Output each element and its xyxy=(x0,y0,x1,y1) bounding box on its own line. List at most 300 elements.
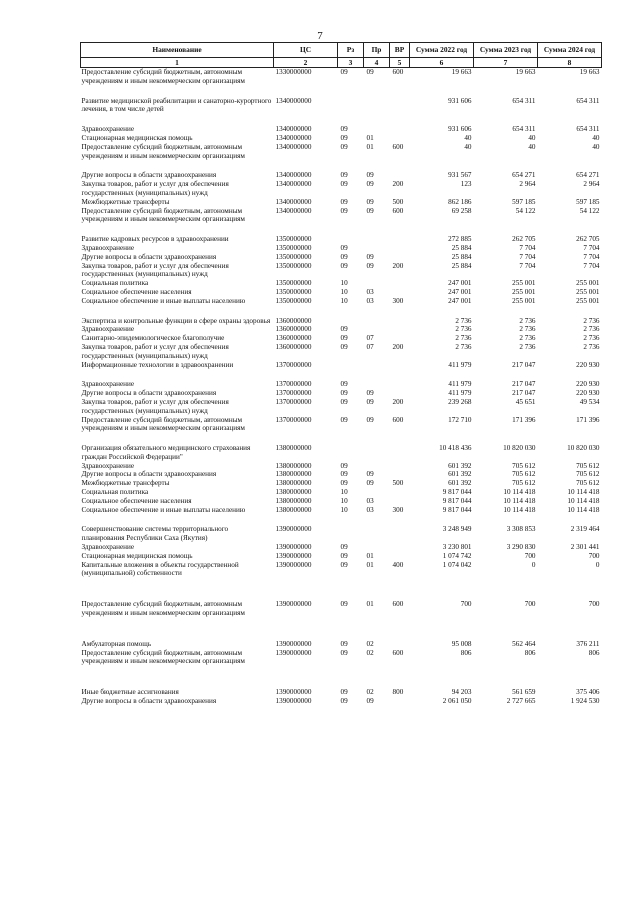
header-rz: Рз xyxy=(338,43,364,58)
row-sum-2023: 19 663 xyxy=(515,68,536,76)
row-target-code: 1350000000 xyxy=(275,287,312,296)
row-target-code: 1360000000 xyxy=(275,316,312,325)
row-sum-2022: 931 606 xyxy=(448,125,472,134)
row-section: 09 xyxy=(340,325,348,334)
row-subsection: 01 xyxy=(366,133,374,142)
row-subsection: 09 xyxy=(366,397,374,406)
row-subsection xyxy=(364,125,390,134)
row-name: Закупка товаров, работ и услуг для обеспечения государственных (муниципальных) нужд xyxy=(81,342,229,360)
column-number: 6 xyxy=(410,58,474,68)
row-sum-2024: 654 271 xyxy=(576,171,600,180)
row-subsection: 02 xyxy=(366,648,374,657)
row-subsection: 09 xyxy=(366,197,374,206)
row-expense-type: 800 xyxy=(392,688,404,697)
row-expense-type: 300 xyxy=(392,296,404,305)
row-target-code: 1360000000 xyxy=(275,325,312,334)
row-target-code: 1340000000 xyxy=(275,171,312,180)
row-expense-type: 600 xyxy=(392,415,404,424)
row-expense-type xyxy=(390,317,410,326)
row-subsection: 02 xyxy=(366,688,374,697)
row-section: 09 xyxy=(340,252,348,261)
row-section: 09 xyxy=(340,125,348,134)
row-sum-2022: 2 736 xyxy=(455,334,472,343)
row-name: Другие вопросы в области здравоохранения xyxy=(81,171,217,180)
row-target-code: 1350000000 xyxy=(275,252,312,261)
spacer-cell xyxy=(81,578,602,589)
row-section xyxy=(338,361,364,370)
row-name: Другие вопросы в области здравоохранения xyxy=(81,470,217,479)
row-expense-type xyxy=(390,235,410,244)
row-sum-2022: 2 736 xyxy=(455,325,472,334)
row-target-code: 1350000000 xyxy=(275,279,312,288)
row-section: 10 xyxy=(340,279,348,288)
row-name: Другие вопросы в области здравоохранения xyxy=(81,252,217,261)
row-target-code: 1390000000 xyxy=(275,560,312,569)
row-subsection: 01 xyxy=(366,560,374,569)
row-sum-2022: 247 001 xyxy=(448,279,472,288)
row-subsection: 01 xyxy=(366,600,374,609)
row-subsection: 02 xyxy=(366,639,374,648)
row-section: 09 xyxy=(340,600,348,609)
row-section: 09 xyxy=(340,261,348,270)
row-subsection: 01 xyxy=(366,142,374,151)
table-row xyxy=(81,600,602,618)
row-sum-2024: 10 114 418 xyxy=(567,505,600,514)
row-sum-2022: 806 xyxy=(460,648,472,657)
row-name: Предоставление субсидий бюджетным, автономным учреждениям и иным некоммерческим организациям xyxy=(81,68,245,85)
row-section xyxy=(338,444,364,462)
row-expense-type xyxy=(390,462,410,471)
row-sum-2022: 9 817 044 xyxy=(442,488,472,497)
table-row xyxy=(81,97,602,115)
row-expense-type xyxy=(390,697,410,706)
row-sum-2023: 2 736 xyxy=(519,316,536,325)
table-row xyxy=(81,561,602,579)
column-number: 8 xyxy=(538,58,602,68)
row-expense-type xyxy=(390,470,410,479)
row-name: Стационарная медицинская помощь xyxy=(81,551,193,560)
row-section: 09 xyxy=(340,639,348,648)
row-name: Социальное обеспечение и иные выплаты населению xyxy=(81,505,246,514)
row-name: Здравоохранение xyxy=(81,243,135,252)
row-name: Закупка товаров, работ и услуг для обеспечения государственных (муниципальных) нужд xyxy=(81,397,229,415)
spacer-cell xyxy=(81,629,602,640)
row-target-code: 1340000000 xyxy=(275,142,312,151)
row-name: Развитие кадровых ресурсов в здравоохранении xyxy=(81,235,229,244)
column-number-row xyxy=(81,58,602,68)
row-sum-2023: 10 114 418 xyxy=(503,505,536,514)
row-expense-type: 200 xyxy=(392,342,404,351)
spacer-cell xyxy=(81,589,602,600)
spacer-row xyxy=(81,589,602,600)
table-row xyxy=(81,317,602,326)
row-target-code: 1390000000 xyxy=(275,688,312,697)
row-sum-2022: 25 884 xyxy=(451,252,472,261)
row-name: Межбюджетные трансферты xyxy=(81,479,170,488)
table-row xyxy=(81,325,602,334)
row-sum-2023: 3 308 853 xyxy=(506,525,536,534)
row-name: Санитарно-эпидемиологическое благополучие xyxy=(81,334,225,343)
row-target-code: 1340000000 xyxy=(275,180,312,189)
row-sum-2024: 40 xyxy=(592,142,600,151)
table-row xyxy=(81,640,602,649)
row-expense-type: 600 xyxy=(392,68,404,76)
row-expense-type: 200 xyxy=(392,397,404,406)
row-sum-2022: 19 663 xyxy=(451,68,472,76)
row-sum-2023: 54 122 xyxy=(515,206,536,215)
header-row xyxy=(81,43,602,58)
row-subsection: 07 xyxy=(366,334,374,343)
spacer-cell xyxy=(81,160,602,171)
row-section: 09 xyxy=(340,142,348,151)
row-target-code: 1350000000 xyxy=(275,296,312,305)
spacer-cell xyxy=(81,666,602,677)
row-section: 10 xyxy=(340,488,348,497)
column-number: 4 xyxy=(364,58,390,68)
row-section: 10 xyxy=(340,287,348,296)
row-sum-2024: 7 704 xyxy=(583,243,600,252)
table-row xyxy=(81,134,602,143)
row-name: Экспертиза и контрольные функции в сфере охраны здоровья xyxy=(81,316,271,325)
row-sum-2023: 562 464 xyxy=(512,639,536,648)
spacer-cell xyxy=(81,618,602,629)
header-sum-2023: Сумма 2023 год xyxy=(474,43,538,58)
row-subsection: 03 xyxy=(366,296,374,305)
table-row xyxy=(81,361,602,370)
row-subsection xyxy=(364,380,390,389)
table-row xyxy=(81,334,602,343)
row-name: Здравоохранение xyxy=(81,125,135,134)
row-expense-type xyxy=(390,552,410,561)
spacer-cell xyxy=(81,224,602,235)
spacer-row xyxy=(81,369,602,380)
row-target-code: 1390000000 xyxy=(275,600,312,609)
row-sum-2022: 172 710 xyxy=(448,415,472,424)
row-subsection xyxy=(364,235,390,244)
row-sum-2024: 1 924 530 xyxy=(570,697,600,706)
row-section: 10 xyxy=(340,505,348,514)
row-name: Предоставление субсидий бюджетным, автономным учреждениям и иным некоммерческим организациям xyxy=(81,600,245,618)
row-subsection: 09 xyxy=(366,180,374,189)
row-sum-2022: 1 074 742 xyxy=(442,551,472,560)
spacer-cell xyxy=(81,306,602,317)
row-section: 09 xyxy=(340,197,348,206)
row-section: 09 xyxy=(340,551,348,560)
row-subsection: 09 xyxy=(366,389,374,398)
row-sum-2024: 705 612 xyxy=(576,461,600,470)
header-sum-2022: Сумма 2022 год xyxy=(410,43,474,58)
spacer-cell xyxy=(81,514,602,525)
row-sum-2024: 220 930 xyxy=(576,360,600,369)
row-sum-2024: 597 185 xyxy=(576,197,600,206)
row-sum-2023: 40 xyxy=(528,142,536,151)
row-target-code: 1380000000 xyxy=(275,470,312,479)
row-section xyxy=(338,525,364,543)
row-sum-2023: 2 736 xyxy=(519,342,536,351)
row-section: 09 xyxy=(340,342,348,351)
row-subsection: 03 xyxy=(366,496,374,505)
row-sum-2023: 705 612 xyxy=(512,461,536,470)
row-expense-type xyxy=(390,380,410,389)
row-sum-2023: 561 659 xyxy=(512,688,536,697)
row-sum-2024: 2 301 441 xyxy=(570,543,600,552)
row-target-code: 1340000000 xyxy=(275,133,312,142)
row-section: 09 xyxy=(340,389,348,398)
row-name: Здравоохранение xyxy=(81,543,135,552)
row-target-code: 1330000000 xyxy=(275,68,312,76)
spacer-row xyxy=(81,306,602,317)
row-name: Закупка товаров, работ и услуг для обеспечения государственных (муниципальных) нужд xyxy=(81,180,229,197)
table-row xyxy=(81,479,602,488)
row-sum-2024: 705 612 xyxy=(576,470,600,479)
row-sum-2023: 255 001 xyxy=(512,296,536,305)
row-sum-2022: 40 xyxy=(464,133,472,142)
row-section xyxy=(338,97,364,115)
row-section: 09 xyxy=(340,380,348,389)
table-row xyxy=(81,389,602,398)
row-sum-2024: 700 xyxy=(588,600,600,609)
row-subsection: 09 xyxy=(366,697,374,706)
row-sum-2024: 19 663 xyxy=(579,68,600,76)
row-sum-2023: 255 001 xyxy=(512,287,536,296)
table-row xyxy=(81,462,602,471)
row-sum-2023: 10 114 418 xyxy=(503,496,536,505)
table-row xyxy=(81,525,602,543)
row-name: Межбюджетные трансферты xyxy=(81,197,170,206)
row-sum-2024: 49 534 xyxy=(579,397,600,406)
table-row xyxy=(81,68,602,86)
table-row xyxy=(81,262,602,280)
row-name: Социальное обеспечение населения xyxy=(81,496,192,505)
spacer-row xyxy=(81,677,602,688)
row-sum-2022: 601 392 xyxy=(448,461,472,470)
row-sum-2022: 25 884 xyxy=(451,243,472,252)
table-row xyxy=(81,552,602,561)
row-subsection xyxy=(364,462,390,471)
row-section: 09 xyxy=(340,648,348,657)
row-target-code: 1350000000 xyxy=(275,243,312,252)
table-row xyxy=(81,688,602,697)
row-target-code: 1390000000 xyxy=(275,639,312,648)
row-target-code: 1340000000 xyxy=(275,197,312,206)
row-sum-2023: 654 311 xyxy=(512,96,536,105)
row-section: 09 xyxy=(340,470,348,479)
row-name: Закупка товаров, работ и услуг для обеспечения государственных (муниципальных) нужд xyxy=(81,261,229,279)
row-name: Предоставление субсидий бюджетным, автономным учреждениям и иным некоммерческим организациям xyxy=(81,415,245,433)
row-sum-2024: 2 736 xyxy=(583,316,600,325)
row-target-code: 1370000000 xyxy=(275,380,312,389)
row-expense-type xyxy=(390,334,410,343)
row-name: Другие вопросы в области здравоохранения xyxy=(81,697,217,706)
row-target-code: 1340000000 xyxy=(275,206,312,215)
row-target-code: 1360000000 xyxy=(275,334,312,343)
row-expense-type: 600 xyxy=(392,600,404,609)
row-sum-2022: 700 xyxy=(460,600,472,609)
table-row xyxy=(81,497,602,506)
row-subsection: 09 xyxy=(366,171,374,180)
row-name: Совершенствование системы территориального планирования Республики Саха (Якутия) xyxy=(81,525,229,543)
row-section: 09 xyxy=(340,334,348,343)
row-subsection: 01 xyxy=(366,551,374,560)
row-sum-2024: 654 311 xyxy=(576,125,600,134)
table-row xyxy=(81,171,602,180)
row-subsection xyxy=(364,317,390,326)
row-sum-2024: 654 311 xyxy=(576,96,600,105)
row-target-code: 1340000000 xyxy=(275,96,312,105)
row-name: Социальное обеспечение и иные выплаты населению xyxy=(81,296,246,305)
row-target-code: 1390000000 xyxy=(275,648,312,657)
row-sum-2024: 7 704 xyxy=(583,252,600,261)
row-expense-type xyxy=(390,244,410,253)
row-sum-2022: 25 884 xyxy=(451,261,472,270)
row-sum-2022: 247 001 xyxy=(448,296,472,305)
table-row xyxy=(81,444,602,462)
row-subsection xyxy=(364,525,390,543)
row-expense-type xyxy=(390,389,410,398)
row-target-code: 1380000000 xyxy=(275,444,312,453)
row-target-code: 1390000000 xyxy=(275,525,312,534)
row-target-code: 1370000000 xyxy=(275,397,312,406)
row-sum-2022: 239 268 xyxy=(448,397,472,406)
row-subsection: 09 xyxy=(366,261,374,270)
row-name: Капитальные вложения в объекты государственной (муниципальной) собственности xyxy=(81,560,239,578)
row-section: 09 xyxy=(340,206,348,215)
row-sum-2023: 3 290 830 xyxy=(506,543,536,552)
row-sum-2023: 10 820 030 xyxy=(503,444,536,453)
row-sum-2023: 597 185 xyxy=(512,197,536,206)
row-section: 09 xyxy=(340,68,348,76)
header-sum-2024: Сумма 2024 год xyxy=(538,43,602,58)
row-expense-type xyxy=(390,279,410,288)
row-sum-2023: 7 704 xyxy=(519,243,536,252)
row-name: Здравоохранение xyxy=(81,380,135,389)
row-section: 09 xyxy=(340,415,348,424)
row-sum-2023: 217 047 xyxy=(512,380,536,389)
row-sum-2024: 262 705 xyxy=(576,235,600,244)
row-target-code: 1370000000 xyxy=(275,415,312,424)
row-sum-2023: 705 612 xyxy=(512,470,536,479)
row-expense-type: 200 xyxy=(392,180,404,189)
row-sum-2024: 2 736 xyxy=(583,342,600,351)
row-expense-type xyxy=(390,497,410,506)
row-sum-2024: 2 319 464 xyxy=(570,525,600,534)
row-sum-2023: 217 047 xyxy=(512,360,536,369)
column-number: 7 xyxy=(474,58,538,68)
row-target-code: 1390000000 xyxy=(275,543,312,552)
column-number: 5 xyxy=(390,58,410,68)
header-vr: ВР xyxy=(390,43,410,58)
row-sum-2022: 411 979 xyxy=(448,389,472,398)
row-sum-2022: 69 258 xyxy=(451,206,472,215)
row-sum-2024: 2 736 xyxy=(583,334,600,343)
row-sum-2023: 654 271 xyxy=(512,171,536,180)
row-name: Предоставление субсидий бюджетным, автономным учреждениям и иным некоммерческим организациям xyxy=(81,142,245,160)
row-sum-2023: 262 705 xyxy=(512,235,536,244)
row-sum-2023: 255 001 xyxy=(512,279,536,288)
row-expense-type: 300 xyxy=(392,505,404,514)
row-sum-2022: 3 248 949 xyxy=(442,525,472,534)
row-expense-type xyxy=(390,525,410,543)
row-sum-2022: 272 885 xyxy=(448,235,472,244)
row-subsection xyxy=(364,279,390,288)
row-sum-2023: 7 704 xyxy=(519,261,536,270)
row-target-code: 1350000000 xyxy=(275,235,312,244)
row-subsection: 07 xyxy=(366,342,374,351)
header-name: Наименование xyxy=(81,43,274,58)
row-name: Амбулаторная помощь xyxy=(81,639,152,648)
row-name: Другие вопросы в области здравоохранения xyxy=(81,389,217,398)
row-sum-2024: 255 001 xyxy=(576,287,600,296)
row-subsection: 03 xyxy=(366,505,374,514)
table-row xyxy=(81,470,602,479)
spacer-cell xyxy=(81,677,602,688)
table-row xyxy=(81,253,602,262)
row-name: Предоставление субсидий бюджетным, автономным учреждениям и иным некоммерческим организациям xyxy=(81,206,245,224)
row-expense-type: 600 xyxy=(392,648,404,657)
column-number: 2 xyxy=(274,58,338,68)
row-section: 09 xyxy=(340,560,348,569)
spacer-row xyxy=(81,618,602,629)
row-name: Здравоохранение xyxy=(81,461,135,470)
row-sum-2022: 123 xyxy=(460,180,472,189)
row-name: Социальная политика xyxy=(81,279,149,288)
row-section: 09 xyxy=(340,688,348,697)
row-expense-type xyxy=(390,125,410,134)
row-sum-2023: 2 736 xyxy=(519,325,536,334)
row-sum-2024: 2 736 xyxy=(583,325,600,334)
row-section: 09 xyxy=(340,171,348,180)
row-expense-type xyxy=(390,325,410,334)
row-sum-2024: 2 964 xyxy=(583,180,600,189)
table-row xyxy=(81,235,602,244)
row-sum-2024: 705 612 xyxy=(576,479,600,488)
table-row xyxy=(81,543,602,552)
row-subsection xyxy=(364,543,390,552)
spacer-row xyxy=(81,86,602,97)
row-expense-type: 600 xyxy=(392,206,404,215)
table-row xyxy=(81,488,602,497)
row-sum-2024: 220 930 xyxy=(576,389,600,398)
spacer-row xyxy=(81,160,602,171)
row-sum-2022: 862 186 xyxy=(448,197,472,206)
table-row xyxy=(81,180,602,198)
table-row xyxy=(81,506,602,515)
row-section: 10 xyxy=(340,496,348,505)
row-sum-2022: 601 392 xyxy=(448,470,472,479)
page-number: 7 xyxy=(317,30,323,42)
row-sum-2023: 2 964 xyxy=(519,180,536,189)
row-expense-type: 500 xyxy=(392,479,404,488)
row-subsection xyxy=(364,488,390,497)
row-sum-2024: 171 396 xyxy=(576,415,600,424)
row-sum-2023: 0 xyxy=(531,560,536,569)
table-row xyxy=(81,279,602,288)
table-row xyxy=(81,697,602,706)
row-section: 10 xyxy=(340,296,348,305)
row-sum-2022: 601 392 xyxy=(448,479,472,488)
table-row xyxy=(81,125,602,134)
row-expense-type xyxy=(390,543,410,552)
row-sum-2024: 10 114 418 xyxy=(567,496,600,505)
row-sum-2024: 7 704 xyxy=(583,261,600,270)
row-sum-2022: 10 418 436 xyxy=(439,444,472,453)
row-expense-type: 500 xyxy=(392,197,404,206)
table-row xyxy=(81,297,602,306)
row-sum-2023: 705 612 xyxy=(512,479,536,488)
row-target-code: 1340000000 xyxy=(275,125,312,134)
row-subsection xyxy=(364,361,390,370)
row-sum-2022: 931 567 xyxy=(448,171,472,180)
